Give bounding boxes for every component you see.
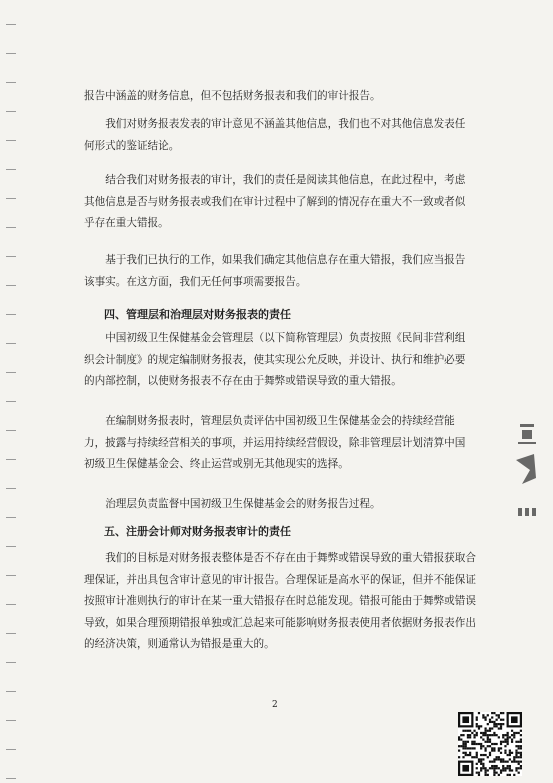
binding-tick (6, 517, 16, 518)
section-heading-4: 四、管理层和治理层对财务报表的责任 (104, 308, 291, 321)
binding-tick (6, 720, 16, 721)
binding-tick (6, 546, 16, 547)
page-number: 2 (272, 700, 278, 710)
binding-tick (6, 198, 16, 199)
binding-tick (6, 604, 16, 605)
binding-tick (6, 169, 16, 170)
binding-tick (6, 691, 16, 692)
paragraph-continuation: 报告中涵盖的财务信息，但不包括财务报表和我们的审计报告。 (84, 90, 381, 102)
paragraph-governance: 治理层负责监督中国初级卫生保健基金会的财务报告过程。 (105, 498, 381, 510)
binding-tick (6, 430, 16, 431)
binding-tick (6, 140, 16, 141)
binding-tick (6, 575, 16, 576)
binding-tick (6, 227, 16, 228)
qr-code-icon (458, 712, 522, 776)
binding-tick (6, 459, 16, 460)
paragraph-opinion-scope: 我们对财务报表发表的审计意见不涵盖其他信息，我们也不对其他信息发表任何形式的鉴证结论。 (84, 118, 466, 152)
paragraph-audit-objective: 我们的目标是对财务报表整体是否不存在由于舞弊或错误导致的重大错报获取合理保证，并出具包含审计意见的审计报告。合理保证是高水平的保证，但并不能保证按照审计准则执行的审计在某一重大错报存在时总能发现。错报可能由于舞弊或错误导致，如果合理预期错报单独或汇总起来可能影响财务报表使用者依据财务报表作出的经济决策，则通常认为错报是重大的。 (84, 552, 476, 650)
section-heading-5: 五、注册会计师对财务报表审计的责任 (104, 525, 291, 538)
binding-tick (6, 314, 16, 315)
binding-tick (6, 662, 16, 663)
binding-tick (6, 82, 16, 83)
binding-tick (6, 633, 16, 634)
paragraph-management-responsibility: 中国初级卫生保健基金会管理层（以下简称管理层）负责按照《民间非营利组织会计制度》的规定编制财务报表，使其实现公允反映，并设计、执行和维护必要的内部控制，以使财务报表不存在由于舞弊或错误导致的重大错报。 (84, 332, 466, 387)
binding-tick (6, 256, 16, 257)
binding-tick (6, 749, 16, 750)
seal-stamp-icon (512, 418, 542, 528)
binding-tick (6, 372, 16, 373)
paragraph-going-concern: 在编制财务报表时，管理层负责评估中国初级卫生保健基金会的持续经营能力，披露与持续经营相关的事项，并运用持续经营假设，除非管理层计划清算中国初级卫生保健基金会、终止运营或别无其他现实的选择。 (84, 415, 466, 470)
paragraph-responsibility: 结合我们对财务报表的审计，我们的责任是阅读其他信息，在此过程中，考虑其他信息是否与财务报表或我们在审计过程中了解到的情况存在重大不一致或者似乎存在重大错报。 (84, 174, 466, 229)
paragraph-reporting: 基于我们已执行的工作，如果我们确定其他信息存在重大错报，我们应当报告该事实。在这方面，我们无任何事项需要报告。 (84, 254, 466, 288)
binding-tick (6, 53, 16, 54)
binding-tick (6, 24, 16, 25)
binding-tick (6, 401, 16, 402)
binding-tick (6, 111, 16, 112)
binding-margin (0, 0, 40, 783)
binding-tick (6, 343, 16, 344)
binding-tick (6, 488, 16, 489)
binding-tick (6, 285, 16, 286)
binding-tick (6, 778, 16, 779)
